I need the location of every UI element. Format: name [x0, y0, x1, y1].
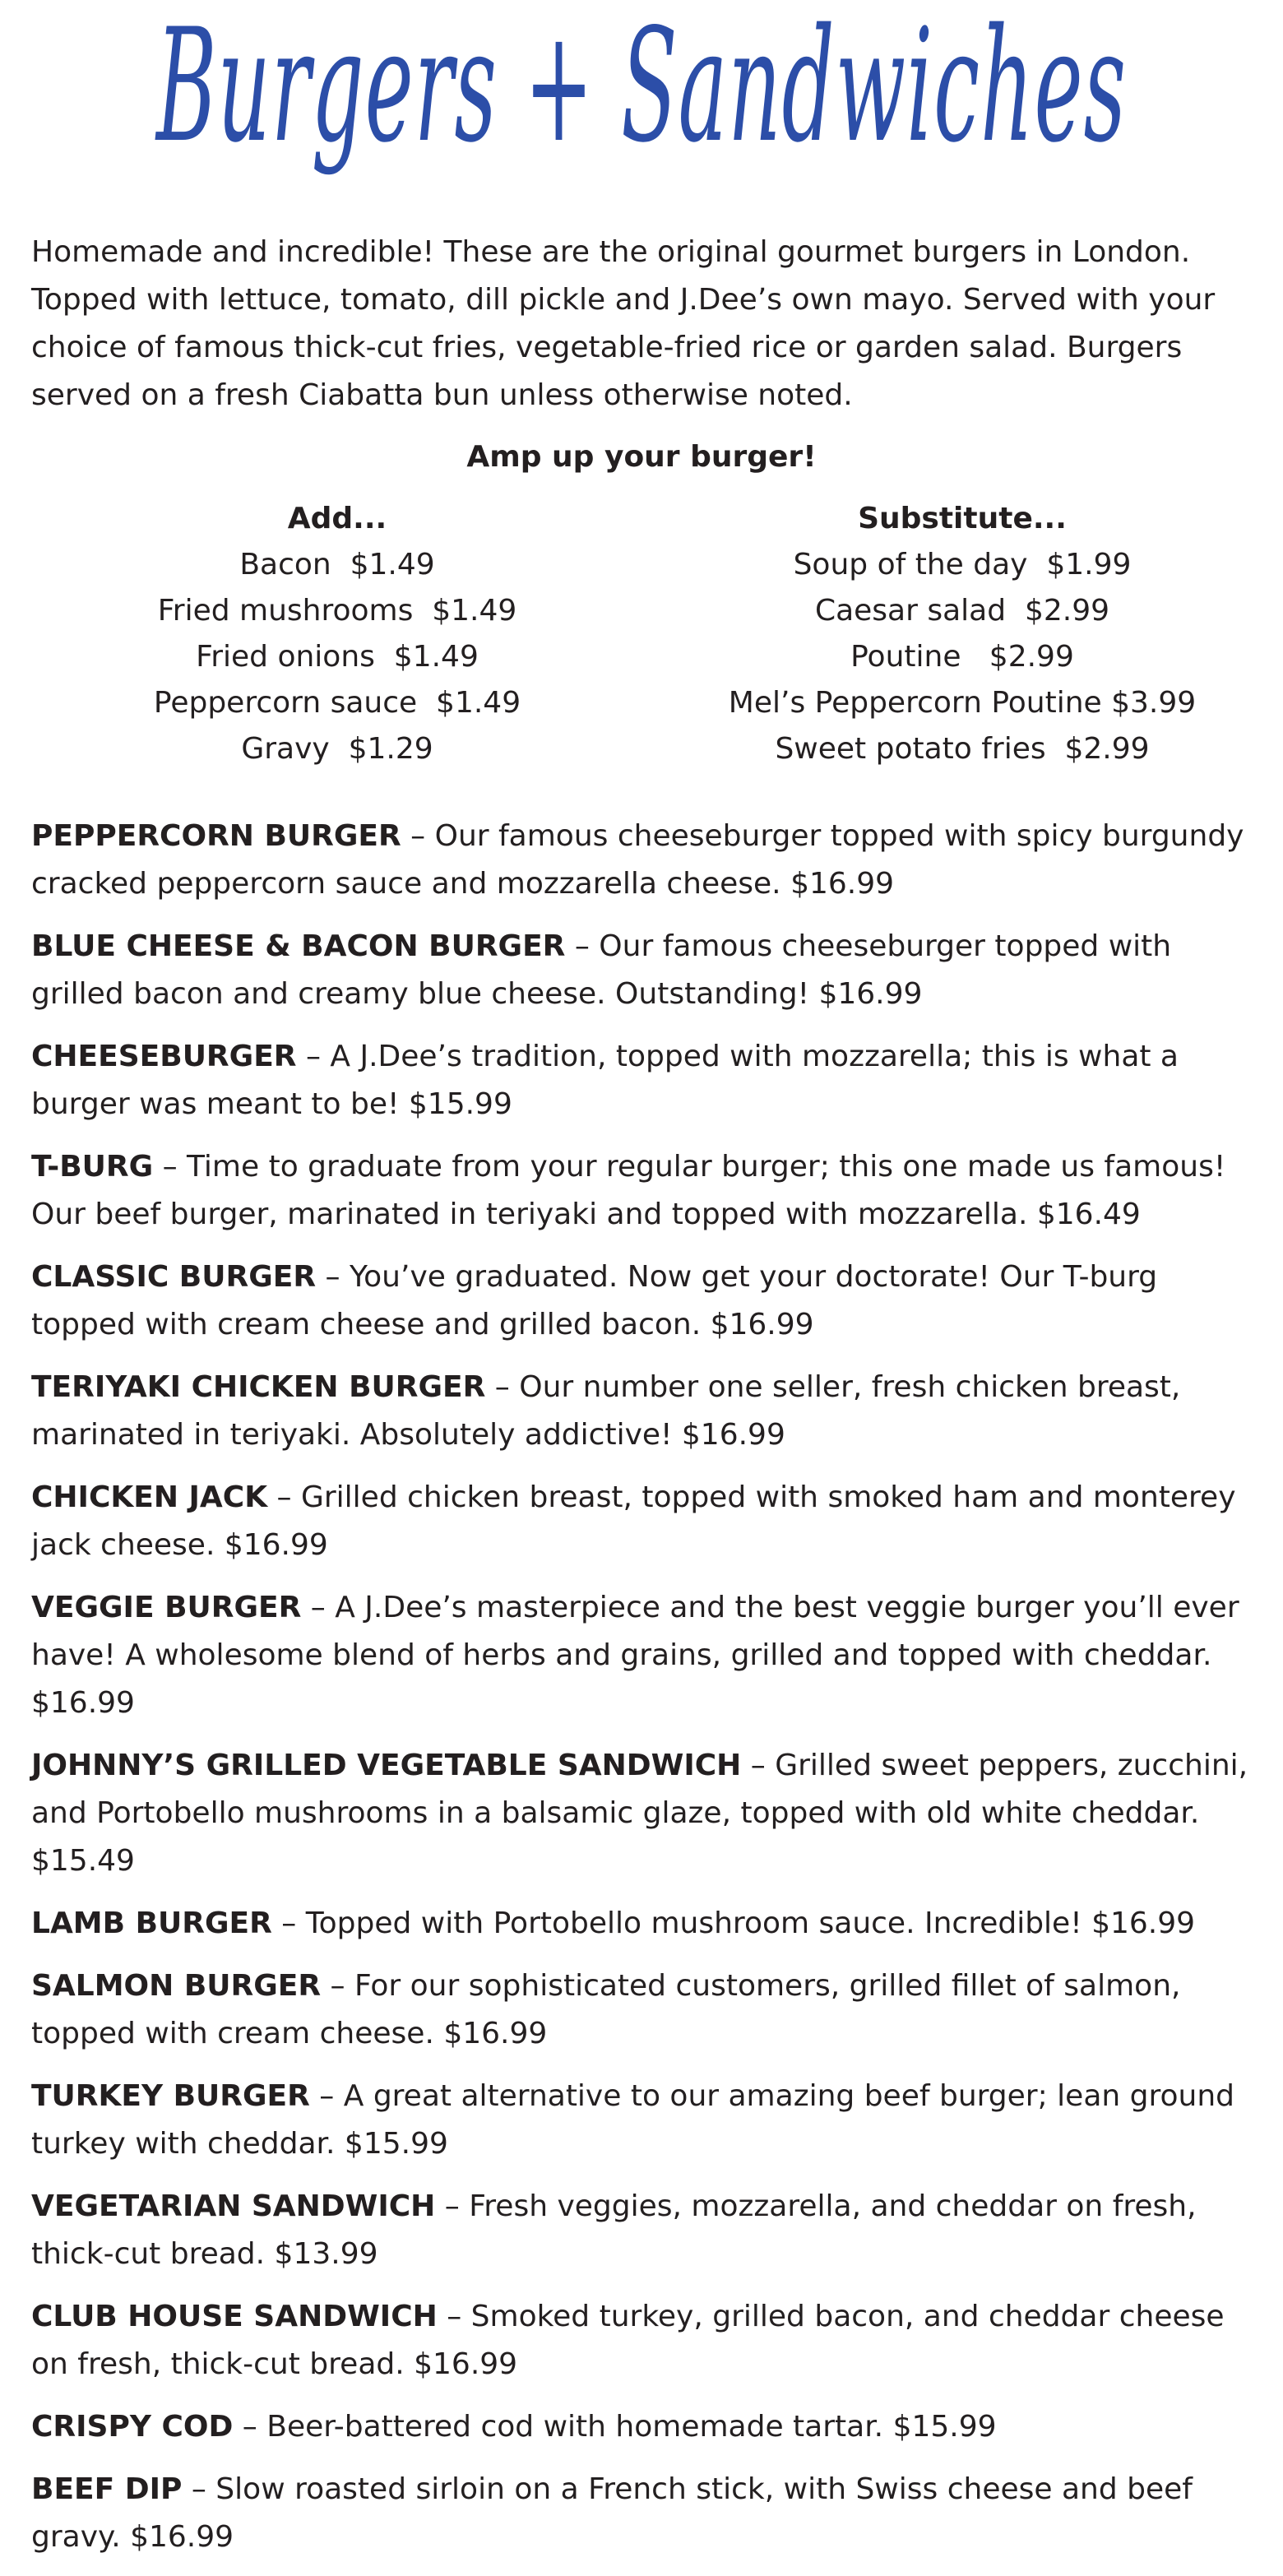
menu-item-description: – A J.Dee’s tradition, topped with mozzarella; this is what a burger was meant to be! $15.99: [31, 1040, 1179, 1121]
menu-item-name: SALMON BURGER: [31, 1969, 322, 2003]
substitutes-list: [674, 542, 1250, 772]
menu-items-list: [31, 813, 1257, 2576]
menu-item-name: T-BURG: [31, 1150, 154, 1184]
substitutes-title: Substitute...: [858, 502, 1067, 535]
menu-item-name: VEGETARIAN SANDWICH: [31, 2189, 436, 2223]
add-ons-title: Add...: [287, 502, 387, 535]
menu-item-name: BEEF DIP: [31, 2472, 183, 2506]
menu-item-description: – You’ve graduated. Now get your doctorate! Our T-burg topped with cream cheese and grilled bacon. $16.99: [31, 1260, 1158, 1341]
substitute-item: Sweet potato fries $2.99: [775, 732, 1150, 766]
menu-item-name: CLASSIC BURGER: [31, 1260, 317, 1294]
menu-item-description: – Smoked turkey, grilled bacon, and cheddar cheese on fresh, thick-cut bread. $16.99: [31, 2300, 1225, 2381]
add-on-item: Fried onions $1.49: [196, 640, 479, 674]
menu-item-description: – Fresh veggies, mozzarella, and cheddar on fresh, thick-cut bread. $13.99: [31, 2189, 1197, 2271]
menu-item: [31, 1364, 1257, 1459]
substitute-item: Caesar salad $2.99: [814, 594, 1110, 628]
add-on-item: Bacon $1.49: [239, 548, 435, 581]
menu-item-description: – For our sophisticated customers, grilled fillet of salmon, topped with cream cheese. $16.99: [31, 1969, 1181, 2050]
menu-item: [31, 923, 1257, 1018]
menu-item-description: – A great alternative to our amazing beef burger; lean ground turkey with cheddar. $15.99: [31, 2079, 1235, 2161]
handwritten-title: [132, 0, 1151, 214]
add-ons-list: [90, 542, 584, 772]
add-on-item: Fried mushrooms $1.49: [157, 594, 517, 628]
menu-item-description: – Beer-battered cod with homemade tartar. $15.99: [233, 2410, 997, 2444]
menu-item: [31, 2403, 1257, 2451]
add-on-item: Gravy $1.29: [241, 732, 433, 766]
menu-item-description: – Our famous cheeseburger topped with spicy burgundy cracked peppercorn sauce and mozzarella cheese. $16.99: [31, 819, 1244, 901]
menu-item-name: CHEESEBURGER: [31, 1040, 297, 1073]
menu-item-description: – Grilled chicken breast, topped with smoked ham and monterey jack cheese. $16.99: [31, 1480, 1236, 1562]
menu-item-description: – Our famous cheeseburger topped with grilled bacon and creamy blue cheese. Outstanding! $16.99: [31, 929, 1172, 1011]
menu-item-description: – Our number one seller, fresh chicken breast, marinated in teriyaki. Absolutely addictive! $16.99: [31, 1370, 1181, 1452]
page-header: [0, 0, 1283, 214]
menu-item: [31, 2293, 1257, 2388]
menu-item: [31, 2073, 1257, 2168]
amp-up-heading: Amp up your burger!: [466, 440, 817, 474]
menu-item-name: JOHNNY’S GRILLED VEGETABLE SANDWICH: [31, 1749, 742, 1782]
menu-item: [31, 1474, 1257, 1569]
menu-item-description: – Topped with Portobello mushroom sauce. Incredible! $16.99: [271, 1907, 1196, 1940]
substitute-item: Soup of the day $1.99: [793, 548, 1132, 581]
menu-item: [31, 1253, 1257, 1349]
menu-item-name: CLUB HOUSE SANDWICH: [31, 2300, 438, 2333]
menu-item-name: PEPPERCORN BURGER: [31, 819, 401, 853]
substitute-item: Poutine $2.99: [850, 640, 1074, 674]
add-ons-column: [90, 496, 584, 772]
menu-item: [31, 1033, 1257, 1128]
menu-item: [31, 1742, 1257, 1885]
menu-item: [31, 2466, 1257, 2561]
menu-item-name: TURKEY BURGER: [31, 2079, 310, 2113]
menu-item: [31, 1900, 1257, 1948]
menu-item-name: CRISPY COD: [31, 2410, 234, 2444]
menu-item-description: – A J.Dee’s masterpiece and the best veggie burger you’ll ever have! A wholesome blend of herbs and grains, grilled and topped with cheddar. $16.99: [31, 1591, 1239, 1720]
substitute-item: Mel’s Peppercorn Poutine $3.99: [728, 686, 1197, 720]
add-on-item: Peppercorn sauce $1.49: [153, 686, 521, 720]
menu-item-name: LAMB BURGER: [31, 1907, 272, 1940]
menu-item: [31, 1584, 1257, 1727]
menu-item-description: – Time to graduate from your regular burger; this one made us famous! Our beef burger, marinated in teriyaki and topped with mozzarella. $16.49: [31, 1150, 1226, 1231]
menu-item: [31, 2183, 1257, 2278]
substitutes-column: [674, 496, 1250, 772]
menu-item-name: BLUE CHEESE & BACON BURGER: [31, 929, 566, 963]
menu-item: [31, 1143, 1257, 1239]
menu-item: [31, 1962, 1257, 2058]
menu-item-description: – Grilled sweet peppers, zucchini, and Portobello mushrooms in a balsamic glaze, topped with old white cheddar. $15.49: [31, 1749, 1248, 1878]
menu-item-name: TERIYAKI CHICKEN BURGER: [31, 1370, 486, 1404]
menu-item-name: CHICKEN JACK: [31, 1480, 268, 1514]
menu-item-description: – Slow roasted sirloin on a French stick, with Swiss cheese and beef gravy. $16.99: [31, 2472, 1193, 2554]
menu-item-name: VEGGIE BURGER: [31, 1591, 302, 1624]
page-title: Burgers + Sandwiches: [155, 0, 1128, 177]
intro-paragraph: Homemade and incredible! These are the original gourmet burgers in London. Topped with lettuce, tomato, dill pickle and J.Dee’s own mayo. Served with your choice of famous thick-cut fries, vegetable-fried rice or garden salad. Burgers served on a fresh Ciabatta bun unless otherwise noted.: [31, 235, 1216, 412]
menu-item: [31, 813, 1257, 908]
